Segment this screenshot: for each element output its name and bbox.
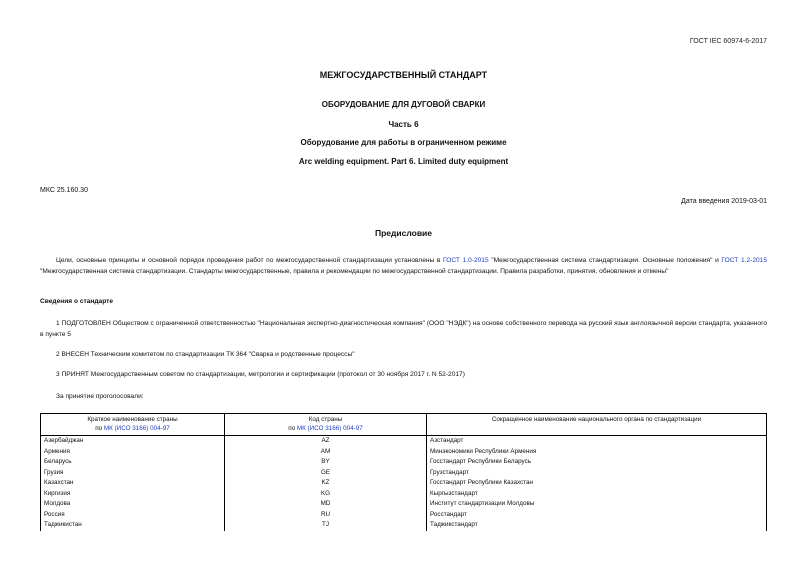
- country-cell: Россия: [41, 510, 225, 521]
- table-row: [41, 478, 767, 489]
- voted-for-paragraph: За принятие проголосовали:: [56, 393, 144, 400]
- table-row: [41, 468, 767, 479]
- country-cell: Азербайджан: [41, 436, 225, 447]
- code-cell: MD: [225, 499, 427, 510]
- body-cell: Минэкономики Республики Армения: [427, 447, 767, 458]
- preface-paragraph-1: [40, 256, 767, 277]
- country-cell: Беларусь: [41, 457, 225, 468]
- table-header-row: [41, 414, 767, 436]
- english-title: Arc welding equipment. Part 6. Limited duty equipment: [298, 157, 509, 166]
- part-heading: Часть 6: [388, 120, 419, 129]
- table-row: [41, 499, 767, 510]
- preface-heading: Предисловие: [374, 228, 433, 238]
- p1-text-a: Цели, основные принципы и основной порядок проведения работ по межгосударственной стандартизации установлены в: [56, 257, 444, 264]
- intro-date: Дата введения 2019-03-01: [681, 198, 767, 205]
- country-cell: Казахстан: [41, 478, 225, 489]
- submitted-by-paragraph: 2 ВНЕСЕН Техническим комитетом по стандартизации ТК 364 "Сварка и родственные процессы": [56, 351, 355, 358]
- table-row: [41, 447, 767, 458]
- country-cell: Киргизия: [41, 489, 225, 500]
- header-country-name-prefix: по: [95, 424, 104, 432]
- code-cell: KZ: [225, 478, 427, 489]
- mks-code: МКС 25.160.30: [40, 187, 88, 194]
- code-cell: AZ: [225, 436, 427, 447]
- body-cell: Госстандарт Республики Казахстан: [427, 478, 767, 489]
- code-cell: GE: [225, 468, 427, 479]
- body-cell: Азстандарт: [427, 436, 767, 447]
- standard-type-heading: МЕЖГОСУДАРСТВЕННЫЙ СТАНДАРТ: [319, 70, 488, 80]
- prepared-by-paragraph: 1 ПОДГОТОВЛЕН Обществом с ограниченной ответственностью "Национальная экспертно-диагностическая компания" (ООО "НЭДК") на основе собственного перевода на русский язык англоязычной версии стандарта, указанного в пункте 5: [40, 320, 767, 338]
- header-country-code-prefix: по: [288, 424, 297, 432]
- code-cell: RU: [225, 510, 427, 521]
- header-country-code-text: Код страны: [308, 416, 343, 423]
- voting-countries-table: [40, 413, 767, 531]
- country-cell: Грузия: [41, 468, 225, 479]
- header-country-name: [41, 414, 225, 436]
- code-cell: KG: [225, 489, 427, 500]
- gost-1-2-link[interactable]: ГОСТ 1.2-2015: [721, 257, 767, 264]
- table-row: [41, 489, 767, 500]
- mk-iso-3166-code-link[interactable]: МК (ИСО 3166) 004-97: [296, 424, 363, 432]
- body-cell: Госстандарт Республики Беларусь: [427, 457, 767, 468]
- header-standards-body: Сокращенное наименование национального органа по стандартизации: [427, 414, 767, 436]
- header-country-name-text: Краткое наименование страны: [87, 416, 178, 423]
- country-cell: Таджикистан: [41, 520, 225, 531]
- document-code: ГОСТ IEC 60974-6-2017: [689, 38, 767, 45]
- mk-iso-3166-link[interactable]: МК (ИСО 3166) 004-97: [103, 424, 170, 432]
- p1-text-b: "Межгосударственная система стандартизации. Основные положения" и: [488, 257, 722, 264]
- body-cell: Кыргызстандарт: [427, 489, 767, 500]
- standard-name-heading: ОБОРУДОВАНИЕ ДЛЯ ДУГОВОЙ СВАРКИ: [321, 100, 486, 109]
- body-cell: Таджикстандарт: [427, 520, 767, 531]
- table-row: [41, 520, 767, 531]
- code-cell: BY: [225, 457, 427, 468]
- table-row: [41, 510, 767, 521]
- adopted-by-paragraph: 3 ПРИНЯТ Межгосударственным советом по стандартизации, метрологии и сертификации (протокол от 30 ноября 2017 г. N 52-2017): [56, 371, 465, 378]
- table-row: [41, 457, 767, 468]
- gost-1-0-link[interactable]: ГОСТ 1.0-2015: [443, 257, 489, 264]
- p1-text-c: "Межгосударственная система стандартизации. Стандарты межгосударственные, правила и рекомендации по межгосударственной стандартизации. Правила разработки, принятия, обновления и отмены": [40, 267, 669, 275]
- code-cell: TJ: [225, 520, 427, 531]
- body-cell: Грузстандарт: [427, 468, 767, 479]
- header-country-code: [225, 414, 427, 436]
- subtitle-heading: Оборудование для работы в ограниченном режиме: [300, 138, 507, 147]
- body-cell: Росстандарт: [427, 510, 767, 521]
- code-cell: AM: [225, 447, 427, 458]
- body-cell: Институт стандартизации Молдовы: [427, 499, 767, 510]
- country-cell: Молдова: [41, 499, 225, 510]
- country-cell: Армения: [41, 447, 225, 458]
- standard-info-heading: Сведения о стандарте: [40, 298, 114, 305]
- table-row: [41, 436, 767, 447]
